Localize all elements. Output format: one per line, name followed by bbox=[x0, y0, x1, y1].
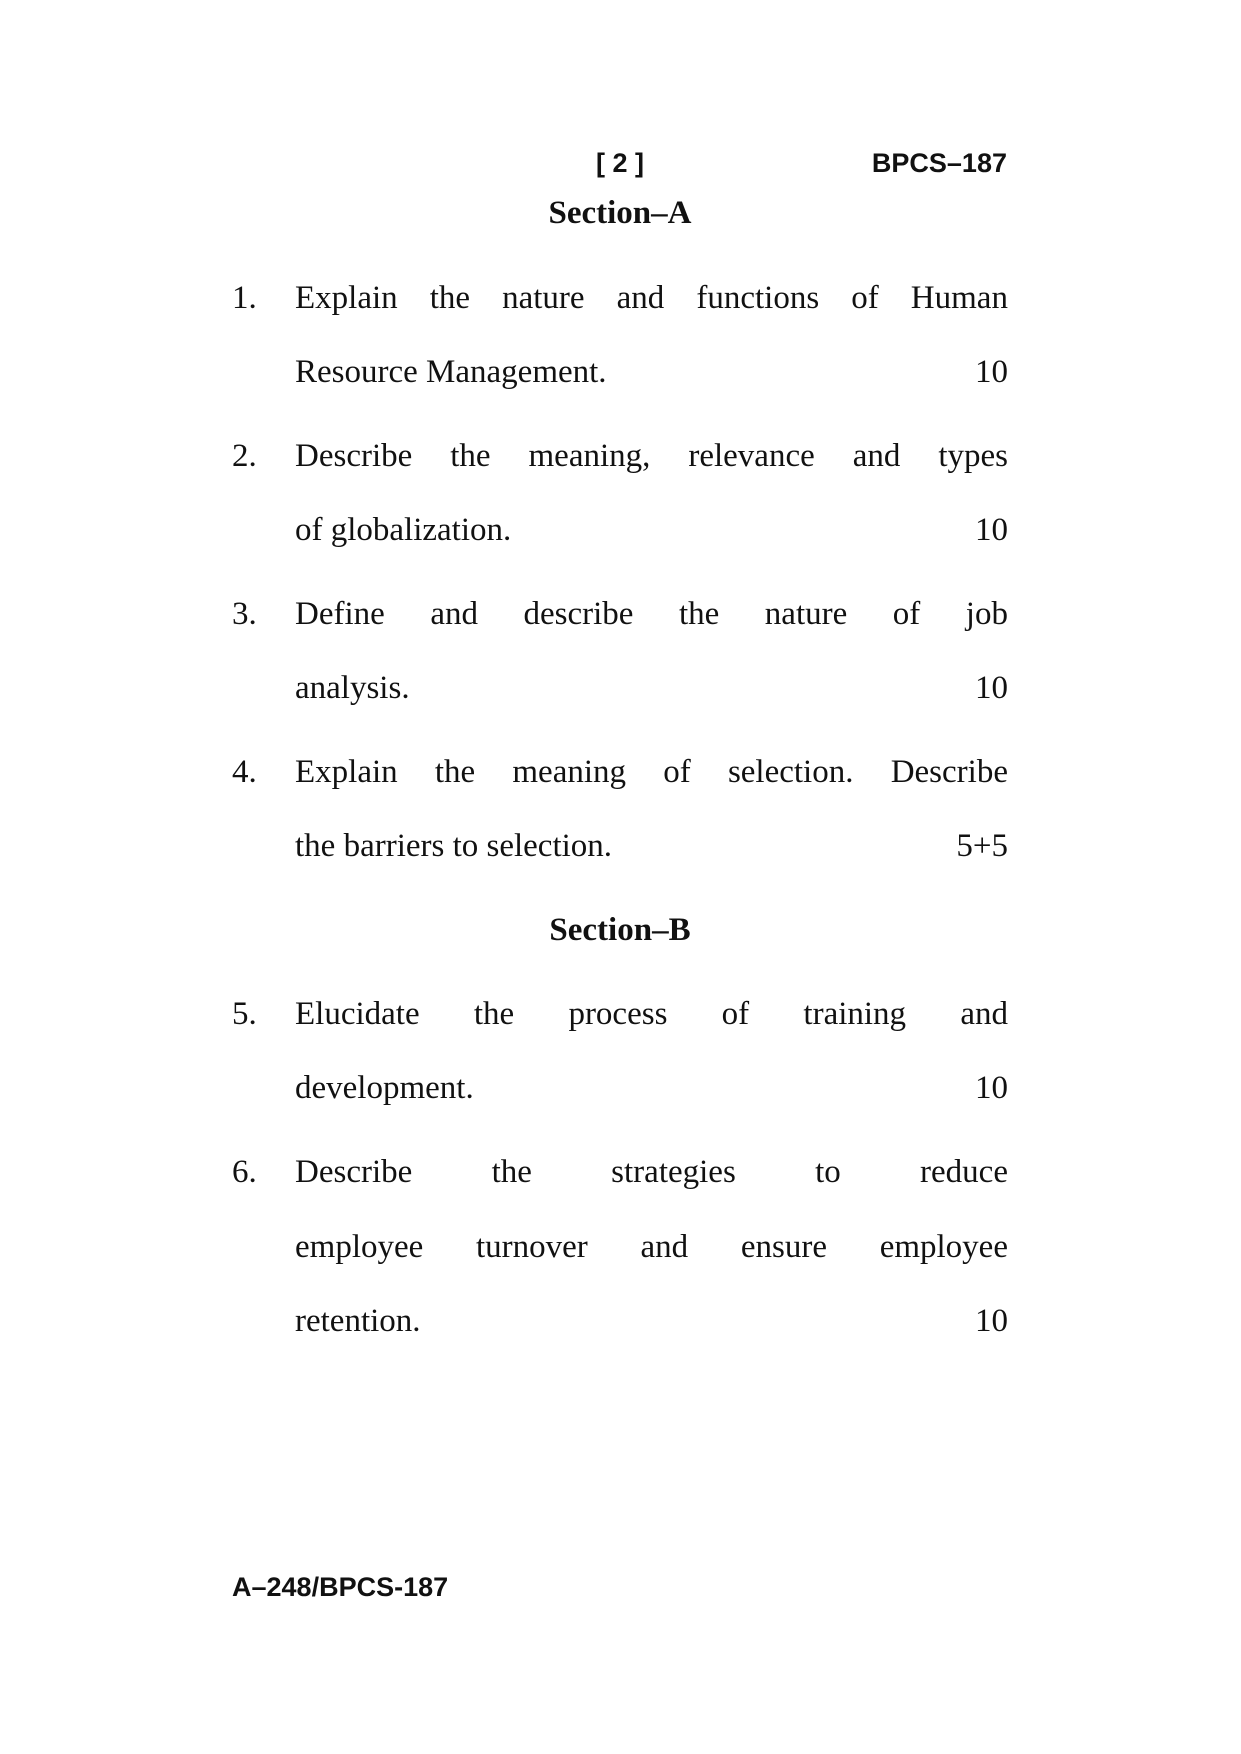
question-text-end: the barriers to selection. bbox=[295, 828, 613, 864]
word: ensure bbox=[740, 1229, 827, 1265]
word: job bbox=[965, 596, 1008, 632]
word: and bbox=[960, 996, 1008, 1032]
question-text-line bbox=[295, 754, 1008, 791]
word: employee bbox=[295, 1229, 424, 1265]
question-number: 4. bbox=[232, 754, 257, 790]
word: Describe bbox=[890, 754, 1008, 790]
question-marks: 10 bbox=[975, 354, 1008, 390]
question-marks: 10 bbox=[975, 670, 1008, 706]
question-text-end: of globalization. bbox=[295, 512, 512, 548]
word: types bbox=[938, 438, 1008, 474]
question-text-line bbox=[295, 438, 1008, 475]
word: relevance bbox=[688, 438, 815, 474]
paper-code: BPCS–187 bbox=[871, 148, 1007, 178]
question-number: 2. bbox=[232, 438, 257, 474]
word: to bbox=[815, 1154, 841, 1190]
question-text-line bbox=[295, 1229, 1008, 1266]
word: functions bbox=[696, 280, 820, 316]
word: the bbox=[434, 754, 476, 790]
question-text-end: retention. bbox=[295, 1303, 421, 1339]
word: Describe bbox=[295, 438, 413, 474]
question-last-line bbox=[295, 670, 1008, 707]
word: meaning, bbox=[528, 438, 651, 474]
question-text-end: Resource Management. bbox=[295, 354, 607, 390]
word: Explain bbox=[295, 754, 398, 790]
question-number: 5. bbox=[232, 996, 257, 1032]
page-number: [ 2 ] bbox=[596, 148, 645, 178]
question-marks: 10 bbox=[975, 1070, 1008, 1106]
word: training bbox=[803, 996, 907, 1032]
word: the bbox=[473, 996, 515, 1032]
question-last-line bbox=[295, 1070, 1008, 1107]
word: process bbox=[568, 996, 668, 1032]
word: of bbox=[721, 996, 750, 1032]
word: and bbox=[430, 596, 478, 632]
section-a-heading: Section–A bbox=[548, 195, 692, 231]
footer-code: A–248/BPCS-187 bbox=[232, 1572, 449, 1602]
word: and bbox=[640, 1229, 689, 1265]
question-last-line bbox=[295, 828, 1008, 865]
word: the bbox=[450, 438, 491, 474]
word: meaning bbox=[512, 754, 627, 790]
question-number: 1. bbox=[232, 280, 257, 316]
question-text-line bbox=[295, 1154, 1008, 1191]
word: Elucidate bbox=[295, 996, 420, 1032]
question-marks: 10 bbox=[975, 512, 1008, 548]
word: strategies bbox=[611, 1154, 736, 1190]
word: Explain bbox=[295, 280, 398, 316]
word: of bbox=[663, 754, 691, 790]
question-marks: 5+5 bbox=[956, 828, 1008, 864]
word: describe bbox=[523, 596, 634, 632]
word: turnover bbox=[475, 1229, 588, 1265]
word: of bbox=[892, 596, 921, 632]
word: the bbox=[429, 280, 471, 316]
word: the bbox=[491, 1154, 532, 1190]
question-number: 3. bbox=[232, 596, 257, 632]
question-text-end: development. bbox=[295, 1070, 474, 1106]
word: reduce bbox=[920, 1154, 1008, 1190]
word: Describe bbox=[295, 1154, 413, 1190]
word: and bbox=[616, 280, 665, 316]
question-text-line bbox=[295, 596, 1008, 633]
word: nature bbox=[764, 596, 848, 632]
word: and bbox=[852, 438, 901, 474]
word: employee bbox=[879, 1229, 1008, 1265]
word: Define bbox=[295, 596, 385, 632]
section-b-heading: Section–B bbox=[549, 912, 691, 948]
question-last-line bbox=[295, 1303, 1008, 1340]
question-last-line bbox=[295, 512, 1008, 549]
word: the bbox=[678, 596, 720, 632]
question-marks: 10 bbox=[975, 1303, 1008, 1339]
question-text-line bbox=[295, 996, 1008, 1033]
question-last-line bbox=[295, 354, 1008, 391]
word: selection. bbox=[727, 754, 854, 790]
word: Human bbox=[910, 280, 1008, 316]
word: nature bbox=[502, 280, 585, 316]
word: of bbox=[851, 280, 879, 316]
question-text-line bbox=[295, 280, 1008, 317]
question-number: 6. bbox=[232, 1154, 257, 1190]
question-text-end: analysis. bbox=[295, 670, 410, 706]
